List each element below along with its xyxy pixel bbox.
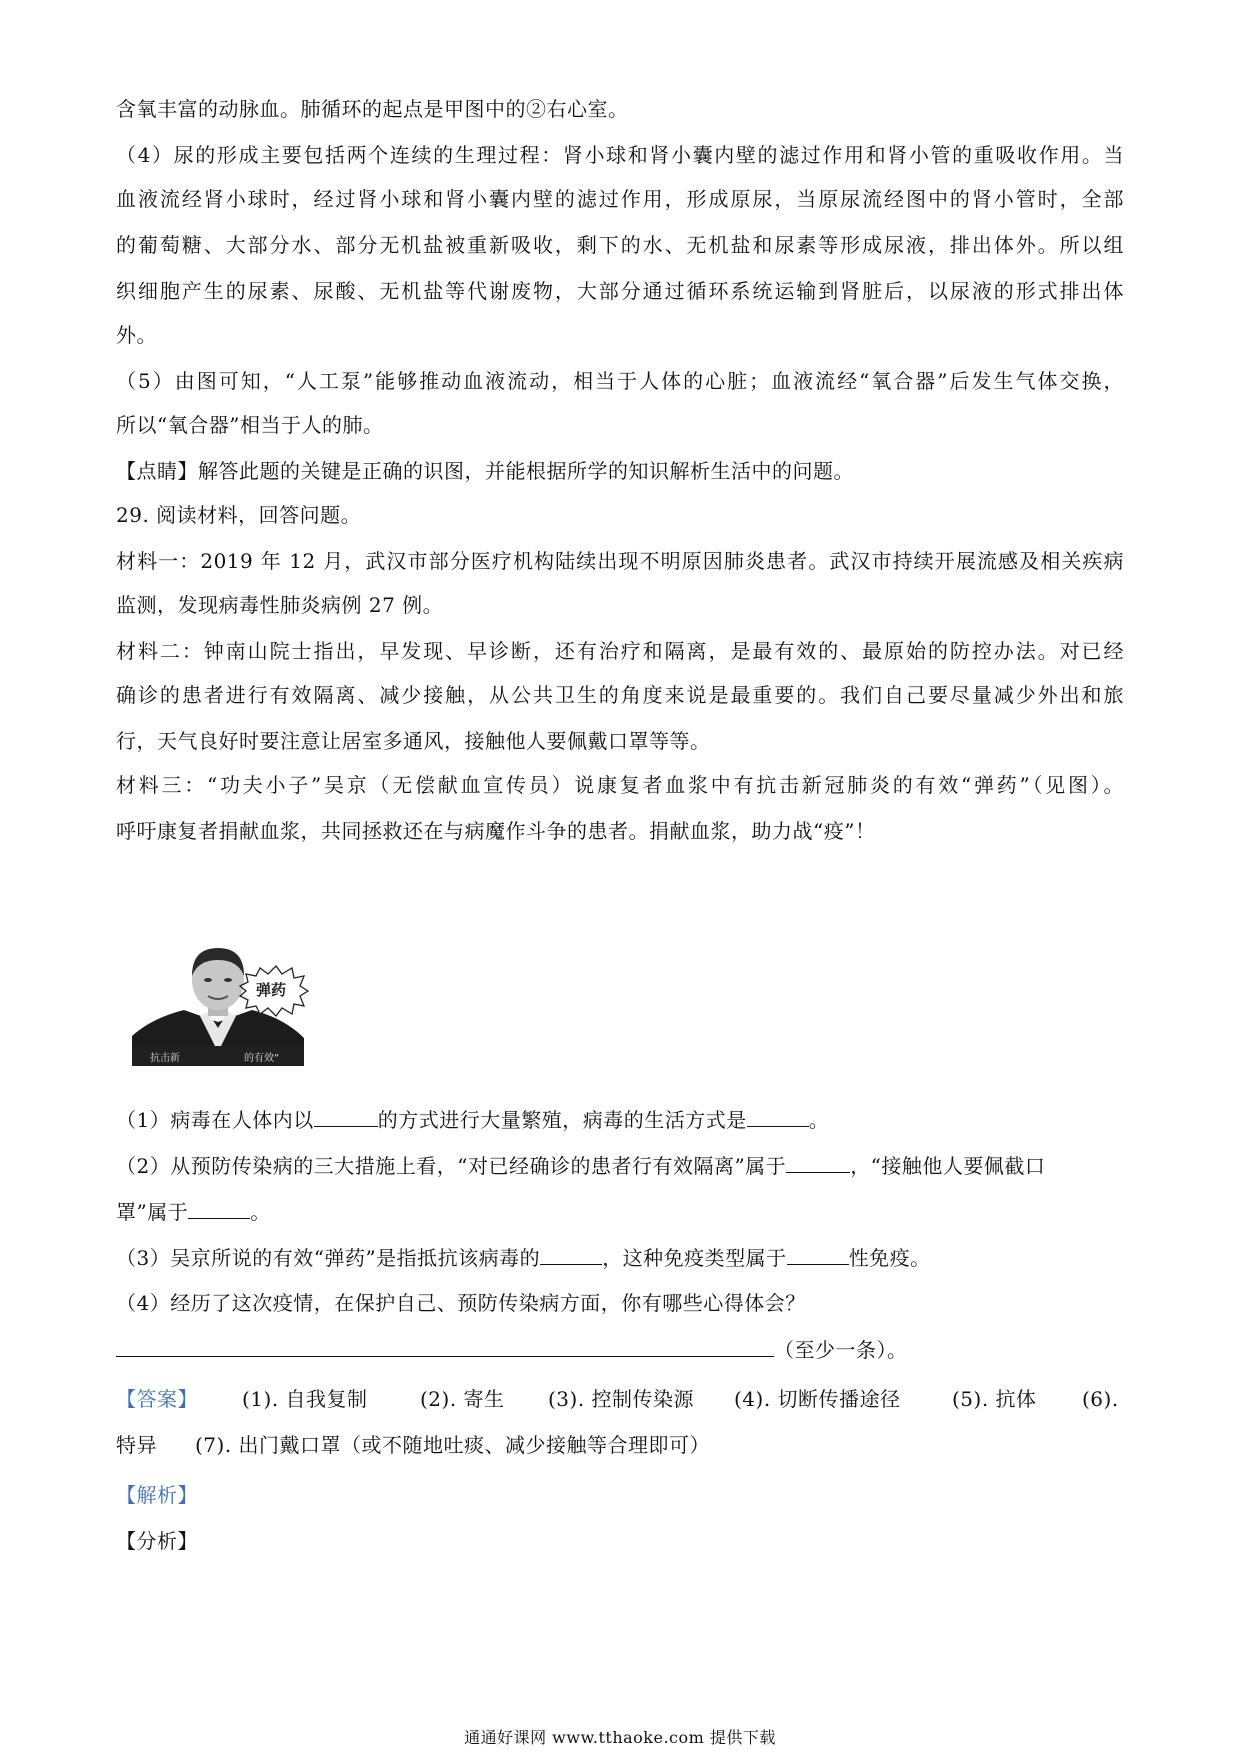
question-3: （3）吴京所说的有效“弹药”是指抵抗该病毒的 ，这种免疫类型属于 性免疫。	[116, 1242, 1124, 1273]
material-line: 呼吁康复者捐献血浆，共同拯救还在与病魔作斗争的患者。捐献血浆，助力战“疫”！	[116, 819, 876, 843]
answer-blank[interactable]	[787, 1242, 849, 1265]
material-line: 材料三：“功夫小子”吴京（无偿献血宣传员）说康复者血浆中有抗击新冠肺炎的有效“弹药”（见图）。	[116, 773, 1124, 797]
question-4-answer-line: （至少一条）。	[116, 1334, 1124, 1365]
analysis-label: 【解析】	[116, 1483, 198, 1507]
material-line: 行，天气良好时要注意让居室多通风，接触他人要佩戴口罩等等。	[116, 729, 711, 753]
photo-caption-left: 抗击新	[150, 1053, 180, 1064]
answer-item: (5). 抗体	[952, 1387, 1037, 1411]
answer-label: 【答案】	[116, 1387, 198, 1411]
text-line: 血液流经肾小球时，经过肾小球和肾小囊内壁的滤过作用，形成原尿，当原尿流经图中的肾小管时，全部	[116, 187, 1124, 211]
answer-blank-long[interactable]	[116, 1334, 774, 1357]
question-4: （4）经历了这次疫情，在保护自己、预防传染病方面，你有哪些心得体会？	[116, 1291, 806, 1315]
answer-blank[interactable]	[786, 1150, 850, 1173]
material-line: 监测，发现病毒性肺炎病例 27 例。	[116, 593, 444, 617]
text-line: 的葡萄糖、大部分水、部分无机盐被重新吸收，剩下的水、无机盐和尿素等形成尿液，排出体外。所以组	[116, 233, 1124, 257]
question-2: （2）从预防传染病的三大措施上看，“对已经确诊的患者行有效隔离”属于 ，“接触他人要佩截口	[116, 1150, 1124, 1181]
text-line: 外。	[116, 323, 157, 347]
fenxi-label: 【分析】	[116, 1529, 198, 1553]
material-line: 材料一：2019 年 12 月，武汉市部分医疗机构陆续出现不明原因肺炎患者。武汉市持续开展流感及相关疾病	[116, 549, 1124, 573]
material-line: 确诊的患者进行有效隔离、减少接触，从公共卫生的角度来说是最重要的。我们自己要尽量减少外出和旅	[116, 683, 1124, 707]
answer-blank[interactable]	[747, 1104, 809, 1127]
question-1: （1）病毒在人体内以 的方式进行大量繁殖，病毒的生活方式是 。	[116, 1104, 1124, 1135]
answer-row-cont: 特异 (7). 出门戴口罩（或不随地吐痰、减少接触等合理即可）	[116, 1433, 711, 1457]
material-line: 材料二：钟南山院士指出，早发现、早诊断，还有治疗和隔离，是最有效的、最原始的防控办法。对已经	[116, 639, 1124, 663]
answer-blank[interactable]	[188, 1196, 250, 1219]
page-footer: 通通好课网 www.tthaoke.com 提供下载	[464, 1728, 776, 1747]
bubble-text: 弹药	[256, 981, 287, 999]
question-heading: 29. 阅读材料，回答问题。	[116, 503, 362, 527]
dianjing-note: 【点睛】解答此题的关键是正确的识图，并能根据所学的知识解析生活中的问题。	[116, 459, 854, 483]
answer-item: (1). 自我复制	[242, 1387, 368, 1411]
answer-item: (6).	[1082, 1387, 1119, 1411]
text-line: （4）尿的形成主要包括两个连续的生理过程：肾小球和肾小囊内壁的滤过作用和肾小管的重吸收作用。当	[116, 143, 1124, 167]
photo-caption-right: 的有效“	[244, 1053, 280, 1064]
text-line: 所以“氧合器”相当于人的肺。	[116, 413, 384, 437]
text-line: （5）由图可知，“人工泵”能够推动血液流动，相当于人体的心脏；血液流经“氧合器”后发生气体交换，	[116, 369, 1124, 393]
text-line: 织细胞产生的尿素、尿酸、无机盐等代谢废物，大部分通过循环系统运输到肾脏后，以尿液的形式排出体	[116, 279, 1124, 303]
answer-blank[interactable]	[314, 1104, 378, 1127]
answer-item: (2). 寄生	[420, 1387, 505, 1411]
answer-item: (4). 切断传播途径	[734, 1387, 901, 1411]
answer-blank[interactable]	[540, 1242, 602, 1265]
speech-bubble	[238, 964, 310, 1018]
question-2-cont: 罩”属于 。	[116, 1196, 1124, 1227]
text-line: 含氧丰富的动脉血。肺循环的起点是甲图中的②右心室。	[116, 97, 629, 121]
answer-item: (3). 控制传染源	[548, 1387, 695, 1411]
